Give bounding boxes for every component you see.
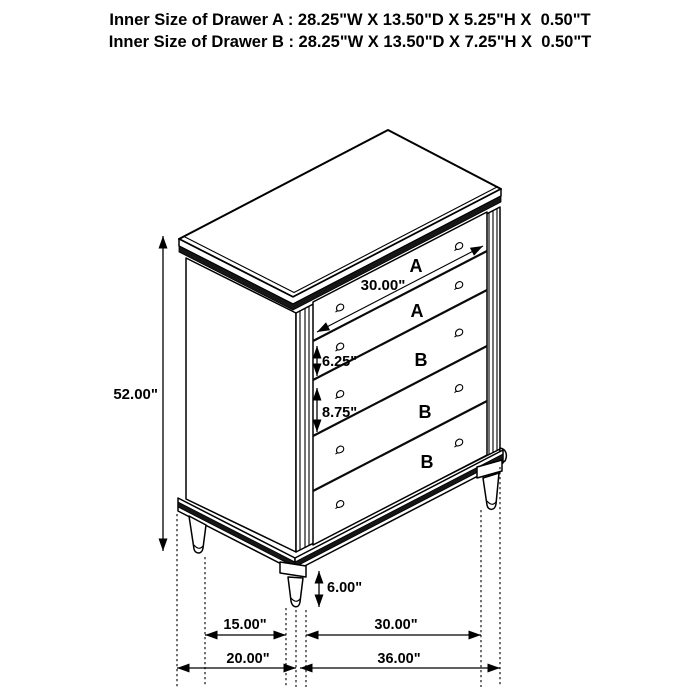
drawer-a-spec-text: Inner Size of Drawer A : 28.25"W X 13.50"D X 5.25"H X 0.50"T: [109, 11, 591, 29]
drawer-label-b2: B: [418, 402, 432, 422]
side-leg-spacing-dimension: [205, 617, 286, 635]
overall-width-label: 36.00": [377, 651, 421, 667]
leg-height-dimension: [319, 571, 362, 607]
front-center-leg: [280, 562, 306, 607]
leg-height-label: 6.00": [327, 580, 363, 596]
overall-depth-label: 20.00": [226, 651, 270, 667]
drawer-label-b3: B: [420, 452, 434, 472]
drawer-b-spec-text: Inner Size of Drawer B : 28.25"W X 13.50"D X 7.25"H X 0.50"T: [108, 33, 592, 51]
overall-height-label: 52.00": [113, 386, 158, 403]
drawer-b-height-label: 8.75": [322, 405, 358, 421]
drawer-label-b1: B: [414, 350, 428, 370]
overall-height-dimension: [113, 236, 163, 551]
drawer-label-a1: A: [409, 256, 423, 276]
drawer-width-label: 30.00": [360, 277, 406, 294]
front-right-leg: [477, 460, 502, 509]
overall-depth-dimension: [177, 651, 296, 668]
overall-width-dimension: [300, 651, 500, 668]
drawer-a-height-label: 6.25": [322, 354, 358, 370]
side-leg-spacing-label: 15.00": [223, 617, 267, 633]
drawer-label-a2: A: [410, 301, 424, 321]
header: [109, 11, 591, 51]
front-leg-spacing-dimension: [306, 617, 481, 635]
front-leg-spacing-label: 30.00": [374, 617, 418, 633]
